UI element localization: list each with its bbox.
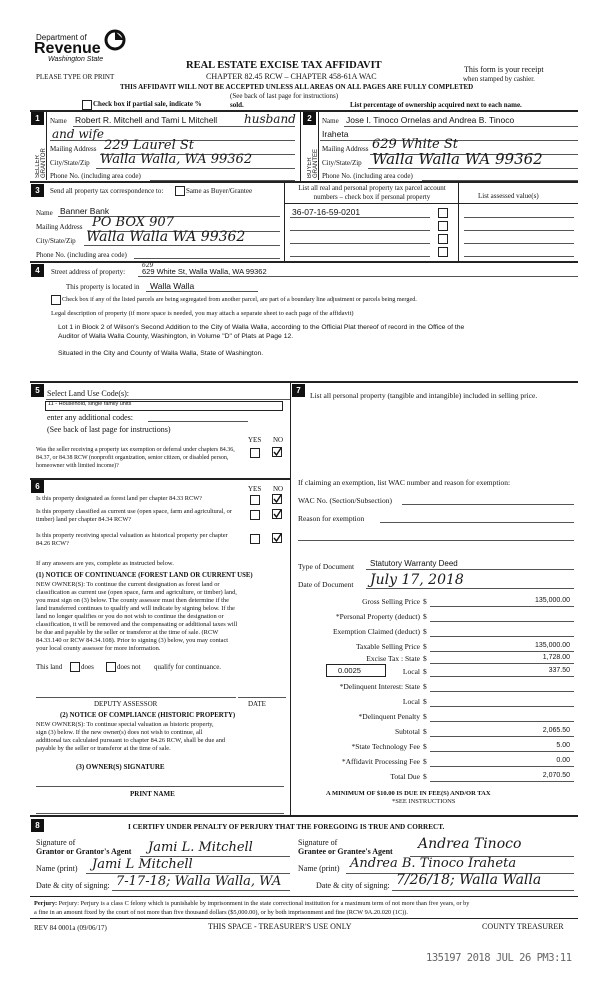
grantor-agent-label: Grantor or Grantor's Agent (36, 847, 132, 856)
grantee-agent-label: Grantee or Grantee's Agent (298, 847, 393, 856)
sec6-no: NO (273, 485, 284, 493)
grantee-date-label: Date & city of signing: (316, 881, 390, 890)
perjury-line-1: Perjury: Perjury: Perjury is a class C felony which is punishable by imprisonment in the state correctional institution for a maximum term of not more than five years, or by (34, 900, 470, 907)
tax-value-gross: 135,000.00 (534, 597, 570, 604)
tax-label-exemption: Exemption Claimed (deduct) (332, 627, 420, 636)
receipt-note-1: This form is your receipt (464, 65, 544, 74)
parcel-personal-checkbox-3[interactable] (438, 234, 448, 244)
notice1-line-9: your local county assessor for more information. (36, 645, 161, 652)
warning: THIS AFFIDAVIT WILL NOT BE ACCEPTED UNLESS ALL AREAS ON ALL PAGES ARE FULLY COMPLETED (120, 83, 474, 91)
section-6-badge: 6 (31, 480, 44, 493)
county-treasurer-label: COUNTY TREASURER (482, 922, 564, 931)
tax-value-subtotal: 2,065.50 (542, 727, 570, 734)
tax-cur-tech-fee: $ (423, 742, 427, 751)
notice2-line-3: additional tax calculated pursuant to chapter 84.26 RCW, shall be due and (36, 737, 226, 744)
notice1-line-6: classification, it will be removed and the compensating or additional taxes will (36, 621, 238, 628)
legal-line-3: Situated in the City and County of Walla Walla, State of Washington. (58, 350, 264, 357)
grantor-print-name: Jami L Mitchell (92, 857, 193, 872)
seller-phone-label: Phone No. (including area code) (50, 172, 141, 180)
certify-statement: I CERTIFY UNDER PENALTY OF PERJURY THAT THE FOREGOING IS TRUE AND CORRECT. (128, 823, 445, 831)
parcel-personal-checkbox-1[interactable] (438, 208, 448, 218)
notice1-line-1: NEW OWNER(S): To continue the current designation as forest land or (36, 581, 220, 588)
doc-type-label: Type of Document (298, 562, 355, 571)
tax-cur-processing-fee: $ (423, 757, 427, 766)
seller-mailing: 229 Laurel St (104, 138, 195, 153)
section-5-badge: 5 (31, 384, 44, 397)
tax-label-del-state: *Delinquent Interest: State (339, 682, 420, 691)
doc-type: Statutory Warranty Deed (370, 559, 458, 568)
section-7-badge: 7 (292, 384, 305, 397)
reason-label: Reason for exemption (298, 514, 365, 523)
sec6-q2-no-checkbox[interactable] (272, 509, 283, 520)
print-name-label: PRINT NAME (130, 790, 175, 798)
receipt-note-2: when stamped by cashier. (463, 75, 535, 83)
parcel-personal-checkbox-4[interactable] (438, 247, 448, 257)
tax-cur-taxable: $ (423, 642, 427, 651)
sec6-q1-no-checkbox[interactable] (272, 494, 283, 505)
notice1-line-5: land no longer qualifies or you do not wish to continue the designation or (36, 613, 224, 620)
sec3-name: Banner Bank (60, 206, 110, 216)
personal-property-label: List all personal property (tangible and intangible) included in selling price. (310, 391, 538, 400)
tax-cur-del-penalty: $ (423, 712, 427, 721)
chapters: CHAPTER 82.45 RCW – CHAPTER 458-61A WAC (206, 72, 377, 81)
segregated-label: Check box if any of the listed parcels are being segregated from another parcel, are part of a boundary line adjustment or parcels being merged. (62, 296, 417, 303)
grantee-sig-label: Signature of (298, 838, 338, 847)
partial-sale-checkbox[interactable] (82, 100, 92, 110)
sec6-q2-yes-checkbox[interactable] (250, 510, 260, 520)
buyer-name-2: Iraheta (322, 129, 349, 139)
seller-name-label: Name (50, 117, 67, 125)
does-checkbox[interactable] (70, 662, 80, 672)
tax-cur-local: $ (423, 667, 427, 676)
sec5-q1-no-checkbox[interactable] (272, 447, 283, 458)
tax-label-taxable: Taxable Selling Price (355, 642, 420, 651)
tax-label-del-penalty: *Delinquent Penalty (358, 712, 420, 721)
sec5-see-back: (See back of last page for instructions) (47, 425, 171, 434)
dept-of: Department of (36, 33, 87, 42)
grantor-print-label: Name (print) (36, 864, 78, 873)
notice2-title: (2) NOTICE OF COMPLIANCE (HISTORIC PROPERTY) (60, 712, 236, 719)
notice2-line-2: sign (3) below. If the new owner(s) does not wish to continue, all (36, 729, 203, 736)
buyer-name: Jose I. Tinoco Ornelas and Andrea B. Tinoco (346, 115, 515, 125)
buyer-side-label: BUYER GRANTEE (307, 148, 319, 178)
located-county: Walla Walla (150, 281, 195, 291)
tax-label-total: Total Due (390, 772, 420, 781)
parcel-number: 36-07-16-59-0201 (292, 207, 361, 217)
sec3-name-label: Name (36, 209, 53, 217)
dept-state: Washington State (48, 56, 104, 63)
grantee-signature: Andrea Tinoco (418, 836, 522, 852)
perjury-line-2: a fine in an amount fixed by the court of not more than five thousand dollars ($5,000.00), or by both imprisonment and fine (RCW 9A.20.020 (1C)). (34, 909, 408, 916)
see-instructions: *SEE INSTRUCTIONS (392, 798, 456, 805)
perjury-text-1: Perjury: Perjury is a class C felony which is punishable by imprisonment in the state correctional institution for a maximum term of not more than five years, or by (58, 900, 470, 907)
seller-city: Walla Walla, WA 99362 (100, 152, 253, 167)
seller-name-hw2: and wife (52, 127, 105, 141)
sec5-question: Was the seller receiving a property tax exemption or deferral under chapters 84.36, 84.37, or 84.38 RCW (nonprofit organization, senior citizen, or disabled person, homeowner with limited income)? (36, 447, 235, 469)
buyer-mailing: 629 White St (372, 137, 459, 152)
does-label: does (81, 663, 94, 671)
exemption-label: If claiming an exemption, list WAC number and reason for exemption: (298, 478, 511, 487)
tax-value-state: 1,728.00 (542, 654, 570, 661)
pct-list-label: List percentage of ownership acquired next to each name. (350, 101, 522, 109)
tax-value-processing-fee: 0.00 (556, 757, 570, 764)
street-address: 629 White St, Walla Walla, WA 99362 (142, 267, 267, 276)
local-rate: 0.0025 (338, 666, 361, 675)
sec3-city-label: City/State/Zip (36, 237, 76, 245)
sec6-q3-no-checkbox[interactable] (272, 533, 283, 544)
section-4-badge: 4 (31, 264, 44, 277)
parcel-personal-checkbox-2[interactable] (438, 221, 448, 231)
notice1-line-8: 84.33.140 or RCW 84.34.108). Prior to signing (3) below, you may contact (36, 637, 229, 644)
legal-label: Legal description of property (if more space is needed, you may attach a separate sheet to each page of the affidavit) (51, 310, 354, 317)
tax-cur-subtotal: $ (423, 727, 427, 736)
located-label: This property is located in (66, 283, 140, 291)
send-label: Send all property tax correspondence to: (50, 187, 164, 195)
section-3-badge: 3 (31, 184, 44, 197)
dept-name: Revenue (34, 40, 101, 57)
sec6-q2: Is this property classified as current use (open space, farm and agricultural, or timber) land per chapter 84.34 RCW? (36, 508, 232, 523)
tax-cur-del-state: $ (423, 682, 427, 691)
notice2-line-4: payable by the seller or transferor at the time of sale. (36, 745, 171, 752)
grantor-signature: Jami L. Mitchell (148, 840, 253, 855)
wac-label: WAC No. (Section/Subsection) (298, 496, 392, 505)
grantee-print-name: Andrea B. Tinoco Iraheta (350, 856, 517, 871)
does-not-checkbox[interactable] (106, 662, 116, 672)
sec6-q3-yes-checkbox[interactable] (250, 534, 260, 544)
same-as-buyer-label: Same as Buyer/Grantee (186, 187, 253, 195)
tax-cur-exemption: $ (423, 627, 427, 636)
seller-name-hw: husband (244, 112, 296, 126)
sec3-city: Walla Walla WA 99362 (86, 229, 246, 245)
section-8-badge: 8 (31, 819, 44, 832)
seller-mailing-label: Mailing Address (50, 145, 97, 153)
notice1-line-3: you must sign on (3) below. The county assessor must then determine if the (36, 597, 229, 604)
partial-sale-label: Check box if partial sale, indicate % (93, 100, 202, 108)
tax-cur-total: $ (423, 772, 427, 781)
street-label: Street address of property: (51, 268, 126, 276)
form-title: REAL ESTATE EXCISE TAX AFFIDAVIT (186, 60, 382, 71)
tax-value-taxable: 135,000.00 (534, 642, 570, 649)
tax-label-local: Local (402, 667, 420, 676)
land-use-label: Select Land Use Code(s): (47, 389, 129, 398)
buyer-phone-label: Phone No. (including area code) (322, 172, 413, 180)
sec5-q1-yes-checkbox[interactable] (250, 448, 260, 458)
tax-label-subtotal: Subtotal (394, 727, 420, 736)
rev-number: REV 84 0001a (09/06/17) (34, 924, 107, 932)
tax-label-gross: Gross Selling Price (362, 597, 420, 606)
land-use-value: 11 - Household, single family units (48, 401, 132, 407)
sold-label: sold. (230, 101, 244, 109)
notice1-line-7: be due and payable by the seller or transferor at the time of sale. (RCW (36, 629, 219, 636)
grantee-print-label: Name (print) (298, 864, 340, 873)
street-num-hw: 629 (142, 262, 154, 269)
tax-value-local: 337.50 (548, 667, 570, 674)
sec3-mailing: PO BOX 907 (92, 215, 174, 230)
notice1-title: (1) NOTICE OF CONTINUANCE (FOREST LAND OR CURRENT USE) (36, 572, 253, 579)
seller-side-label: SELLER GRANTOR (35, 148, 47, 178)
sec3-phone-label: Phone No. (including area code) (36, 251, 127, 259)
grantor-date-city: 7-17-18; Walla Walla, WA (116, 874, 282, 889)
tax-label-state: Excise Tax : State (366, 654, 420, 663)
deputy-assessor-label: DEPUTY ASSESSOR (94, 700, 158, 708)
tax-label-personal: *Personal Property (deduct) (335, 612, 420, 621)
if-yes-note: If any answers are yes, complete as instructed below. (36, 560, 174, 567)
sec6-q3: Is this property receiving special valuation as historical property per chapter 84.26 RCW? (36, 532, 228, 547)
this-land-label: This land (36, 663, 63, 671)
print-note: PLEASE TYPE OR PRINT (36, 73, 115, 81)
tax-label-processing-fee: *Affidavit Processing Fee (341, 757, 420, 766)
notice1-line-4: land transferred continues to qualify and will indicate by signing below. If the (36, 605, 235, 612)
tax-cur-gross: $ (423, 597, 427, 606)
section-1-badge: 1 (31, 112, 44, 125)
sec5-yes: YES (248, 436, 262, 444)
buyer-city: Walla Walla WA 99362 (372, 150, 543, 168)
sec5-no: NO (273, 436, 284, 444)
tax-label-tech-fee: *State Technology Fee (351, 742, 420, 751)
tax-cur-personal: $ (423, 612, 427, 621)
tax-value-tech-fee: 5.00 (556, 742, 570, 749)
sec6-yes: YES (248, 485, 262, 493)
revenue-logo-icon (104, 29, 126, 51)
cashier-stamp: 135197 2018 JUL 26 PM3:11 (426, 952, 572, 964)
legal-line-2: Auditor of Walla Walla County, Washington, in Volume "D" of Plats at Page 12. (58, 333, 294, 340)
does-not-label: does not (117, 663, 141, 671)
see-back: (See back of last page for instructions) (230, 92, 339, 100)
notice1-line-2: classification as current use (open space, farm and agriculture, or timber) land, (36, 589, 237, 596)
additional-codes-label: enter any additional codes: (47, 413, 133, 422)
buyer-mailing-label: Mailing Address (322, 145, 369, 153)
segregated-checkbox[interactable] (51, 295, 61, 305)
seller-name: Robert R. Mitchell and Tami L Mitchell (75, 115, 218, 125)
tax-label-del-local: Local (402, 697, 420, 706)
grantee-date-city: 7/26/18; Walla Walla (396, 872, 542, 888)
doc-date: July 17, 2018 (370, 572, 464, 588)
sec3-mailing-label: Mailing Address (36, 223, 83, 231)
tax-cur-state: $ (423, 654, 427, 663)
section-2-badge: 2 (303, 112, 316, 125)
doc-date-label: Date of Document (298, 580, 354, 589)
sec6-q1-yes-checkbox[interactable] (250, 495, 260, 505)
buyer-city-label: City/State/Zip (322, 159, 362, 167)
treasurer-space-label: THIS SPACE - TREASURER'S USE ONLY (208, 922, 352, 931)
legal-line-1: Lot 1 in Block 2 of Wilson's Second Addition to the City of Walla Walla, according to the Official Plat thereof of record in the Office of the (58, 324, 465, 331)
assessed-header: List assessed value(s) (478, 192, 539, 200)
same-as-buyer-checkbox[interactable] (175, 186, 185, 196)
tax-value-total: 2,070.50 (542, 772, 570, 779)
tax-cur-del-local: $ (423, 697, 427, 706)
qualify-label: qualify for continuance. (154, 663, 222, 671)
assessor-date-label: DATE (248, 700, 266, 708)
grantor-sig-label: Signature of (36, 838, 76, 847)
sec6-q1: Is this property designated as forest land per chapter 84.33 RCW? (36, 495, 202, 502)
buyer-name-label: Name (322, 117, 339, 125)
owner-signature-label: (3) OWNER(S) SIGNATURE (76, 763, 165, 771)
grantor-date-label: Date & city of signing: (36, 881, 110, 890)
minimum-note: A MINIMUM OF $10.00 IS DUE IN FEE(S) AND/OR TAX (326, 790, 491, 797)
parcel-header: List all real and personal property tax parcel account numbers – check box if personal property (298, 184, 446, 201)
notice2-line-1: NEW OWNER(S): To continue special valuation as historic property, (36, 721, 214, 728)
seller-city-label: City/State/Zip (50, 159, 90, 167)
